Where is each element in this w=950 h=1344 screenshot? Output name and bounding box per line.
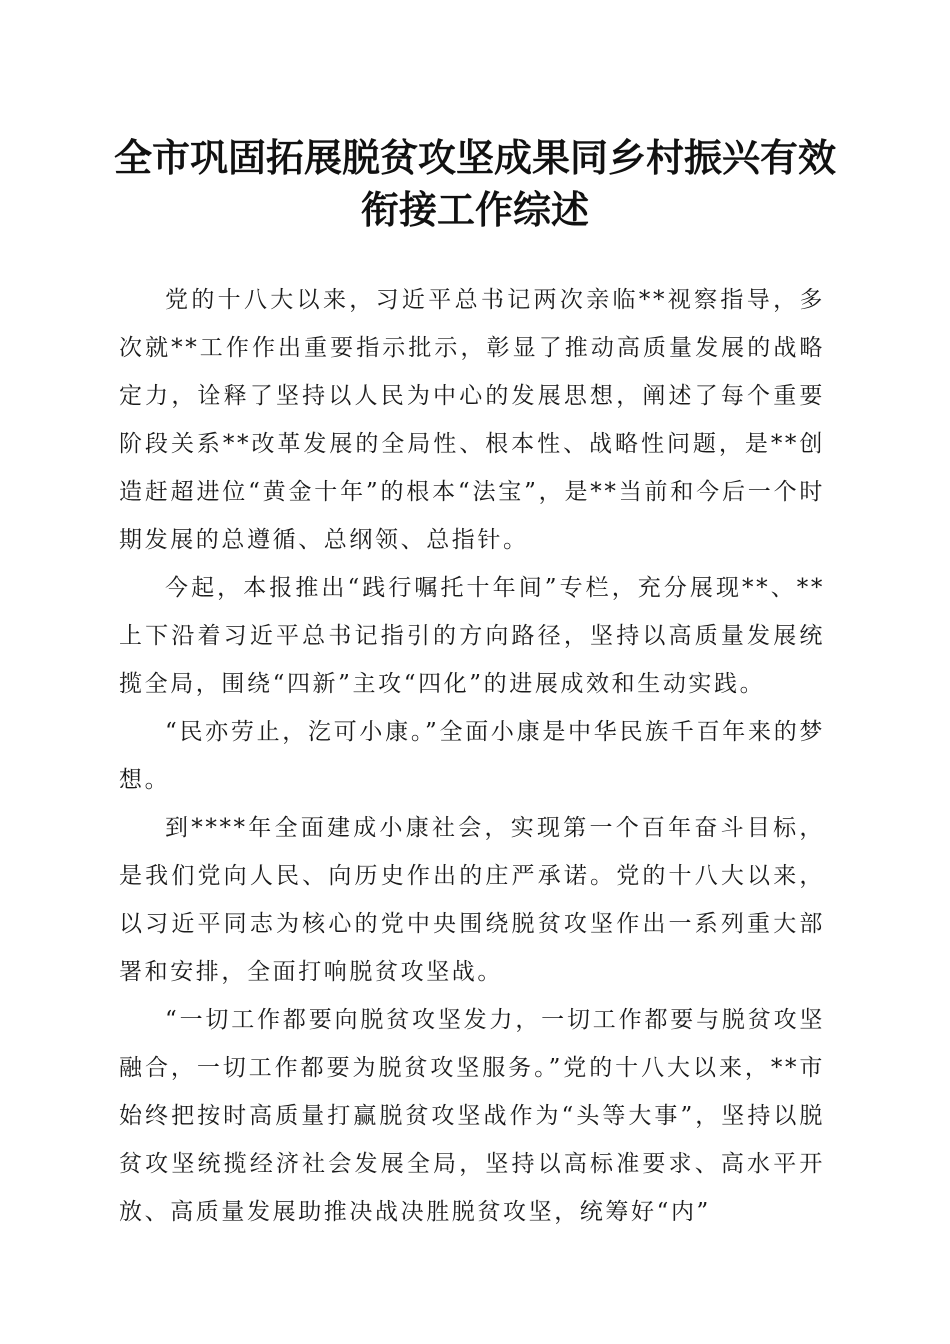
document-body bbox=[119, 276, 825, 1236]
paragraph: “一切工作都要向脱贫攻坚发力，一切工作都要与脱贫攻坚融合，一切工作都要为脱贫攻坚服务。”党的十八大以来，**市始终把按时高质量打赢脱贫攻坚战作为“头等大事”，坚持以脱贫攻坚统揽经济社会发展全局，坚持以高标准要求、高水平开放、高质量发展助推决战决胜脱贫攻坚，统筹好“内” bbox=[119, 1007, 825, 1225]
paragraph: 党的十八大以来，习近平总书记两次亲临**视察指导，多次就**工作作出重要指示批示，彰显了推动高质量发展的战略定力，诠释了坚持以人民为中心的发展思想，阐述了每个重要阶段关系**改革发展的全局性、根本性、战略性问题，是**创造赶超进位“黄金十年”的根本“法宝”，是**当前和今后一个时期发展的总遵循、总纲领、总指针。 bbox=[119, 287, 825, 553]
paragraph: 到****年全面建成小康社会，实现第一个百年奋斗目标，是我们党向人民、向历史作出的庄严承诺。党的十八大以来，以习近平同志为核心的党中央围绕脱贫攻坚作出一系列重大部署和安排，全面打响脱贫攻坚战。 bbox=[119, 815, 825, 985]
document-title: 全市巩固拓展脱贫攻坚成果同乡村振兴有效衔接工作综述 bbox=[113, 135, 836, 232]
paragraph: 今起，本报推出“践行嘱托十年间”专栏，充分展现**、**上下沿着习近平总书记指引的方向路径，坚持以高质量发展统揽全局，围绕“四新”主攻“四化”的进展成效和生动实践。 bbox=[119, 575, 825, 697]
paragraph: “民亦劳止，汔可小康。”全面小康是中华民族千百年来的梦想。 bbox=[119, 719, 825, 793]
